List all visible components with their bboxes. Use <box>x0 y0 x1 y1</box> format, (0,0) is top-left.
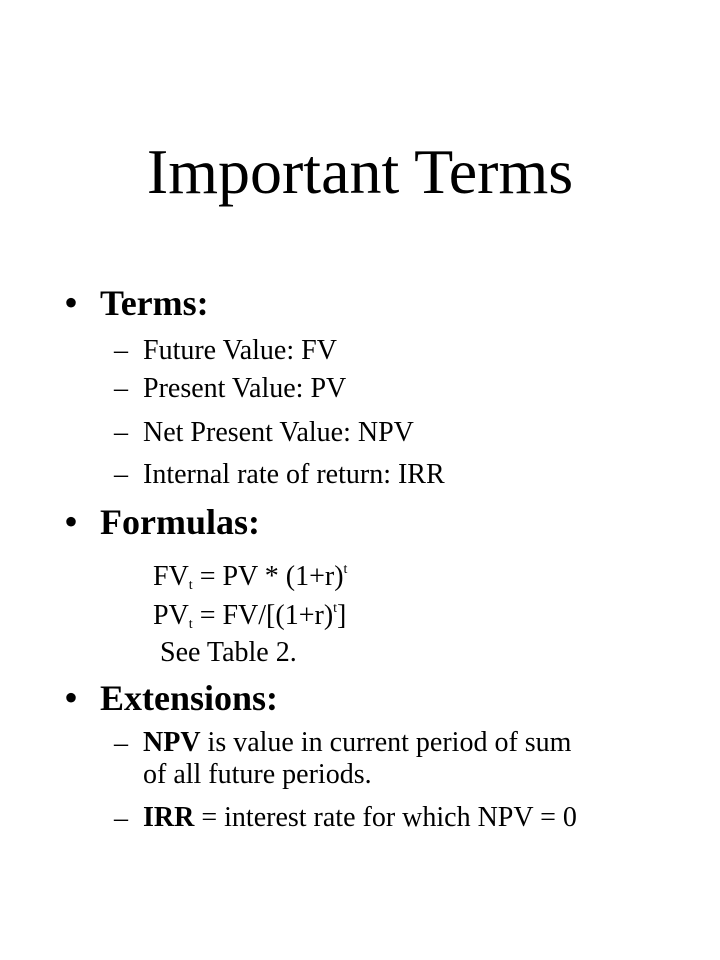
terms-heading: Terms: <box>100 283 209 323</box>
term-present-value: Present Value: PV <box>143 373 347 404</box>
formula-fv-rest: = PV * (1+r) <box>192 561 344 592</box>
formula-fv-superscript: t <box>343 562 348 577</box>
extension-npv-term: NPV <box>143 727 201 758</box>
extension-irr-text: = interest rate for which NPV = 0 <box>194 802 577 833</box>
dash: – <box>114 335 128 366</box>
slide-title: Important Terms <box>146 136 574 207</box>
formula-pv-subscript: t <box>188 617 193 632</box>
formula-pv-superscript: t <box>333 601 338 616</box>
extension-npv-line1: is value in current period of sum <box>200 727 572 758</box>
extension-npv-line2: of all future periods. <box>143 759 372 790</box>
formulas-heading: Formulas: <box>100 502 260 542</box>
bullet-extensions: • <box>64 675 79 720</box>
formula-note: See Table 2. <box>160 637 297 668</box>
term-net-present-value: Net Present Value: NPV <box>143 417 414 448</box>
dash: – <box>114 459 128 490</box>
extensions-heading: Extensions: <box>100 678 279 718</box>
dash: – <box>114 803 128 834</box>
formula-pv-rest: = FV/[(1+r) <box>192 600 334 631</box>
bullet-terms: • <box>64 280 79 325</box>
extension-irr-term: IRR <box>143 802 195 833</box>
formula-fv-subscript: t <box>188 578 193 593</box>
term-future-value: Future Value: FV <box>143 335 337 366</box>
bullet-formulas: • <box>64 499 79 544</box>
dash: – <box>114 373 128 404</box>
term-internal-rate-of-return: Internal rate of return: IRR <box>143 459 445 490</box>
formula-pv <box>153 592 346 642</box>
formula-fv-base: FV <box>153 561 189 592</box>
formula-pv-base: PV <box>153 600 189 631</box>
dash: – <box>114 417 128 448</box>
dash: – <box>114 728 128 759</box>
extension-irr <box>143 802 577 834</box>
formula-pv-end: ] <box>337 600 347 631</box>
extension-npv <box>143 727 571 791</box>
